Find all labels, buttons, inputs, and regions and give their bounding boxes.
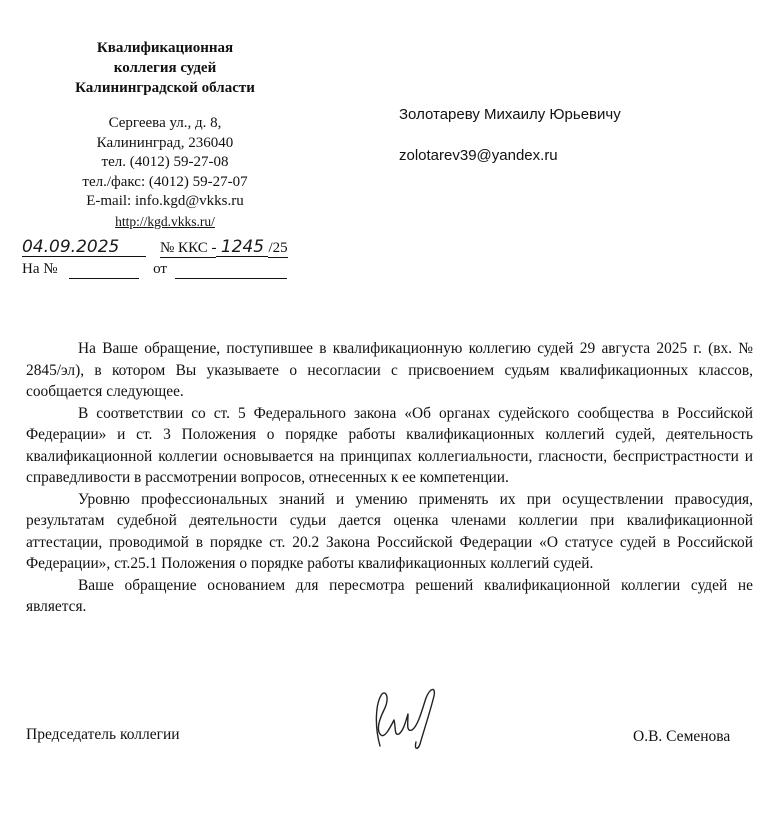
outgoing-number <box>160 238 288 258</box>
recipient-name: Золотареву Михаилу Юрьевичу <box>399 106 621 123</box>
address-line: Сергеева ул., д. 8, <box>108 115 222 131</box>
outgoing-date <box>22 238 146 257</box>
handwritten-signature <box>366 684 446 754</box>
number-handwritten: 1245 <box>216 238 268 257</box>
paragraph: На Ваше обращение, поступившее в квалификационную коллегию судей 29 августа 2025 г. (вх. № 2845/эл), в котором Вы указываете о несогласии с присвоением судьям квалификационных классов, сообщается следующее. <box>26 340 753 400</box>
number-prefix: № ККС - <box>160 240 217 256</box>
sender-address <box>40 114 290 231</box>
signatory-name: О.В. Семенова <box>633 728 731 745</box>
sender-organization <box>40 38 290 98</box>
incoming-reference <box>22 260 287 279</box>
from-date-blank <box>175 260 287 279</box>
website-link[interactable]: http://kgd.vkks.ru/ <box>115 213 215 229</box>
signatory-position: Председатель коллегии <box>26 726 180 743</box>
email-line: E-mail: info.kgd@vkks.ru <box>86 193 244 209</box>
paragraph: Ваше обращение основанием для пересмотра решений квалификационной коллегии судей не является. <box>26 576 753 615</box>
incoming-label: На № <box>22 261 58 277</box>
fax-line: тел./факс: (4012) 59-27-07 <box>82 173 248 190</box>
number-suffix: /25 <box>268 240 288 256</box>
from-label: от <box>153 261 167 277</box>
address-line: Калининград, 236040 <box>96 134 234 151</box>
phone-line: тел. (4012) 59-27-08 <box>101 154 229 170</box>
org-line: Калининградской области <box>75 80 255 96</box>
letter-body <box>26 338 753 618</box>
incoming-number-blank <box>69 260 139 279</box>
org-line: Квалификационная <box>96 40 234 56</box>
org-line: коллегия судей <box>113 60 217 76</box>
recipient-email: zolotarev39@yandex.ru <box>399 147 558 164</box>
paragraph: В соответствии со ст. 5 Федерального закона «Об органах судейского сообщества в Российской Федерации» и ст. 3 Положения о порядке работы квалификационных коллегий судей, деятельность квалификационной коллегии основывается на принципах коллегиальности, гласности, беспристрастности и справедливости в рассмотрении вопросов, отнесенных к ее компетенции. <box>26 404 753 486</box>
paragraph: Уровню профессиональных знаний и умению применять их при осуществлении правосудия, результатам судебной деятельности судьи дается оценка членами коллегии при квалификационной аттестации, проводимой в порядке ст. 20.2 Закона Российской Федерации «О статусе судей в Российской Федерации», ст.25.1 Положения о порядке работы квалификационных коллегий судей. <box>26 490 753 572</box>
date-handwritten: 04.09.2025 <box>22 238 146 257</box>
